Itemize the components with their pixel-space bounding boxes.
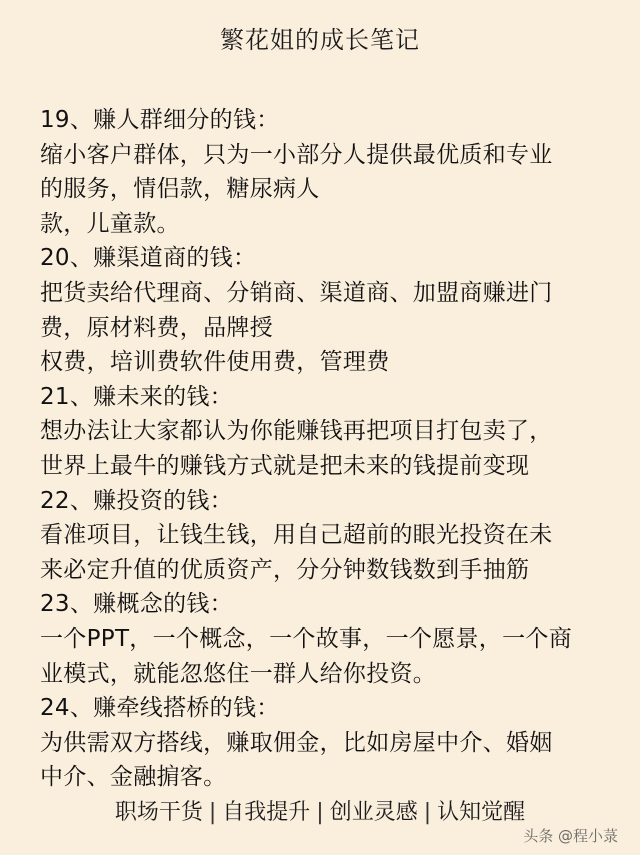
section-heading-22: 22、赚投资的钱： <box>40 487 233 514</box>
watermark: 头条 @程小菉 <box>523 827 618 845</box>
text-line: 想办法让大家都认为你能赚钱再把项目打包卖了， <box>40 418 553 445</box>
text-line: 权费，培训费软件使用费，管理费 <box>40 349 390 376</box>
text-line: 费，原材料费，品牌授 <box>40 314 273 341</box>
text-line: 款，儿童款。 <box>40 210 180 237</box>
tag-separator: | <box>316 800 324 825</box>
section-heading-20: 20、赚渠道商的钱： <box>40 245 257 272</box>
text-line: 看准项目，让钱生钱，用自己超前的眼光投资在未 <box>40 522 553 549</box>
section-heading-23: 23、赚概念的钱： <box>40 591 233 618</box>
text-line: 业模式，就能忽悠住一群人给你投资。 <box>40 660 437 687</box>
text-line: 的服务，情侣款，糖尿病人 <box>40 176 320 203</box>
tag-startup: 创业灵感 <box>329 800 418 825</box>
tag-career: 职场干货 <box>114 800 203 825</box>
text-line: 一个PPT，一个概念，一个故事，一个愿景，一个商 <box>40 625 572 652</box>
tag-separator: | <box>208 800 217 825</box>
text-line: 缩小客户群体，只为一小部分人提供最优质和专业 <box>40 141 553 168</box>
tag-self-improvement: 自我提升 <box>222 800 311 825</box>
text-line: 把货卖给代理商、分销商、渠道商、加盟商赚进门 <box>40 279 553 306</box>
section-heading-21: 21、赚未来的钱： <box>40 383 233 410</box>
tag-separator: | <box>423 800 432 825</box>
text-line: 中介、金融掮客。 <box>40 764 227 791</box>
section-heading-24: 24、赚牵线搭桥的钱： <box>40 695 280 722</box>
page-title: 繁花姐的成长笔记 <box>220 26 420 54</box>
tag-cognition: 认知觉醒 <box>437 800 526 825</box>
section-heading-19: 19、赚人群细分的钱： <box>40 107 280 133</box>
text-line: 世界上最牛的赚钱方式就是把未来的钱提前变现 <box>40 452 530 479</box>
text-line: 为供需双方搭线，赚取佣金，比如房屋中介、婚姻 <box>40 729 553 756</box>
text-line: 来必定升值的优质资产，分分钟数钱数到手抽筋 <box>40 556 530 583</box>
note-content <box>40 103 610 795</box>
